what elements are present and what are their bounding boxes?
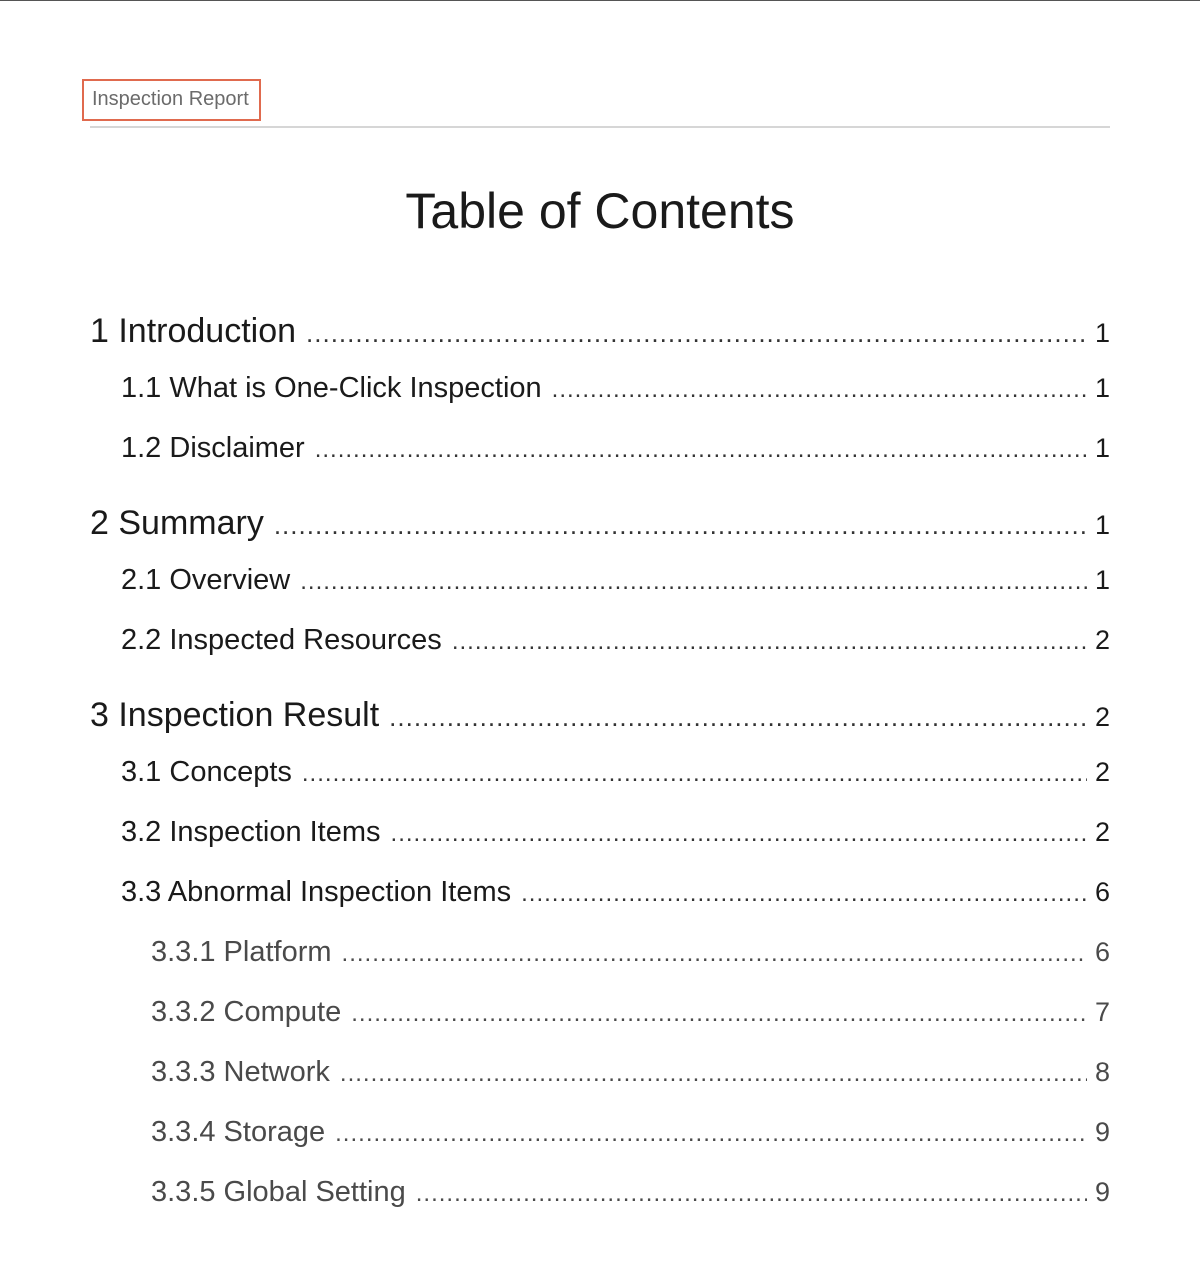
toc-entry-introduction[interactable] — [90, 311, 1110, 353]
toc-page-number: 7 — [1094, 997, 1110, 1027]
toc-entry-what-is-one-click-inspection[interactable] — [90, 371, 1110, 407]
toc-dot-leader — [315, 433, 1087, 467]
toc-entry-label: 3.3.5 Global Setting — [151, 1176, 406, 1208]
toc-page-number: 1 — [1094, 565, 1110, 595]
toc-dot-leader — [351, 997, 1087, 1031]
toc-page-number: 1 — [1094, 373, 1110, 403]
toc-dot-leader — [452, 625, 1087, 659]
toc-page-number: 6 — [1094, 877, 1110, 907]
toc-dot-leader — [335, 1117, 1087, 1151]
toc-entry-label: 1 Introduction — [90, 312, 297, 350]
toc-entry-label: 2.2 Inspected Resources — [121, 624, 442, 656]
toc-entry-platform[interactable] — [90, 935, 1110, 971]
toc-entry-label: 2.1 Overview — [121, 564, 291, 596]
toc-entry-summary[interactable] — [90, 503, 1110, 545]
toc-entry-abnormal-inspection-items[interactable] — [90, 875, 1110, 911]
page-title: Table of Contents — [405, 183, 795, 239]
toc-page-number: 2 — [1094, 625, 1110, 655]
toc-entry-inspected-resources[interactable] — [90, 623, 1110, 659]
toc-page-number: 1 — [1094, 433, 1110, 463]
toc-entry-inspection-result[interactable] — [90, 695, 1110, 737]
toc-page-number: 8 — [1094, 1057, 1110, 1087]
toc-entry-label: 2 Summary — [90, 504, 264, 542]
toc-page-number: 2 — [1094, 757, 1110, 787]
toc-dot-leader — [391, 817, 1087, 851]
toc-dot-leader — [552, 373, 1087, 407]
toc-page-number: 6 — [1094, 937, 1110, 967]
toc-page-number: 2 — [1094, 702, 1110, 732]
toc-entry-inspection-items[interactable] — [90, 815, 1110, 851]
header-divider — [90, 126, 1110, 128]
toc-entry-label: 3.3.3 Network — [151, 1056, 330, 1088]
toc-page-number: 9 — [1094, 1117, 1110, 1147]
toc-entry-compute[interactable] — [90, 995, 1110, 1031]
toc-dot-leader — [340, 1057, 1087, 1091]
toc-dot-leader — [416, 1177, 1087, 1211]
toc-entry-overview[interactable] — [90, 563, 1110, 599]
toc-entry-label: 3.3.4 Storage — [151, 1116, 326, 1148]
toc-entry-label: 3.3.2 Compute — [151, 996, 342, 1028]
toc-entry-disclaimer[interactable] — [90, 431, 1110, 467]
toc-entry-concepts[interactable] — [90, 755, 1110, 791]
toc-dot-leader — [274, 505, 1087, 545]
page-header — [90, 79, 1110, 121]
toc-page-number: 2 — [1094, 817, 1110, 847]
toc-page-number: 1 — [1094, 510, 1110, 540]
toc-dot-leader — [306, 313, 1087, 353]
toc-entry-label: 3.3 Abnormal Inspection Items — [121, 876, 512, 908]
toc-page-number: 9 — [1094, 1177, 1110, 1207]
toc-page-number: 1 — [1094, 318, 1110, 348]
toc-entry-storage[interactable] — [90, 1115, 1110, 1151]
toc-entry-label: 3.3.1 Platform — [151, 936, 332, 968]
toc-dot-leader — [521, 877, 1087, 911]
toc-dot-leader — [342, 937, 1087, 971]
toc-entry-network[interactable] — [90, 1055, 1110, 1091]
toc-entry-label: 3 Inspection Result — [90, 696, 380, 734]
toc-dot-leader — [302, 757, 1087, 791]
toc-entry-label: 3.1 Concepts — [121, 756, 292, 788]
toc-entry-label: 1.1 What is One-Click Inspection — [121, 372, 542, 404]
toc-entry-label: 1.2 Disclaimer — [121, 432, 305, 464]
toc-entry-global-setting[interactable] — [90, 1175, 1110, 1211]
toc-dot-leader — [389, 697, 1087, 737]
report-header-label: Inspection Report — [82, 79, 261, 121]
toc-dot-leader — [300, 565, 1087, 599]
toc-entry-label: 3.2 Inspection Items — [121, 816, 381, 848]
